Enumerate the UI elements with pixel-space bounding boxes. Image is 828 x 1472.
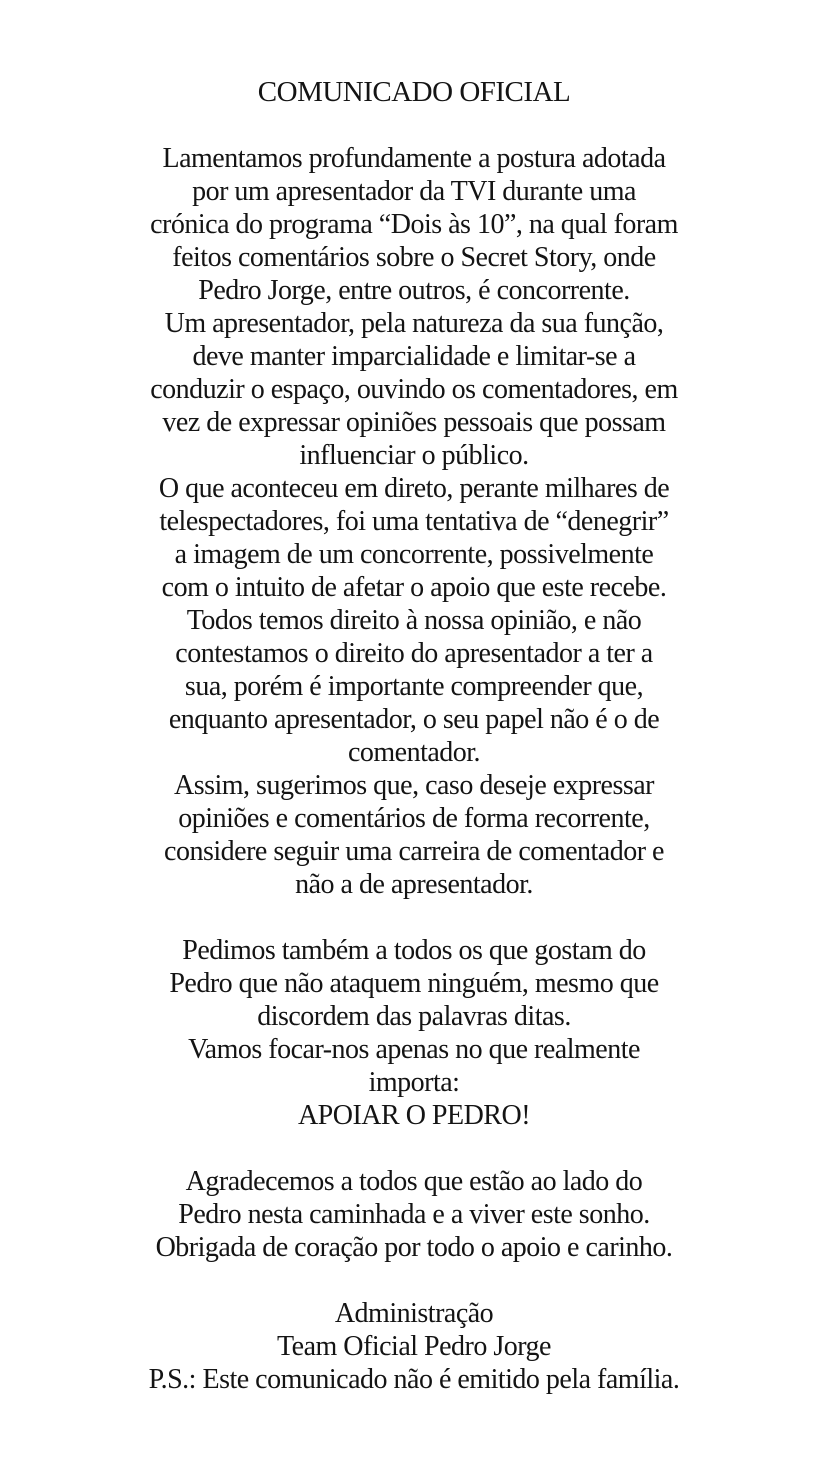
statement-line: crónica do programa “Dois às 10”, na qual foram (150, 209, 678, 240)
statement-line: Todos temos direito à nossa opinião, e não (186, 605, 642, 636)
statement-block-1 (0, 142, 828, 901)
statement-line: conduzir o espaço, ouvindo os comentadores, em (150, 374, 678, 405)
statement-line: Pedro que não ataquem ninguém, mesmo que (169, 968, 659, 999)
statement-block-3 (0, 1165, 828, 1264)
statement-line: Lamentamos profundamente a postura adotada (162, 143, 666, 174)
statement-line: deve manter imparcialidade e limitar-se a (192, 341, 636, 372)
statement-line: P.S.: Este comunicado não é emitido pela família. (148, 1364, 680, 1395)
statement-block-4 (0, 1297, 828, 1396)
statement-line: Team Oficial Pedro Jorge (277, 1331, 551, 1362)
page-title: COMUNICADO OFICIAL (257, 76, 571, 108)
statement-line: telespectadores, foi uma tentativa de “denegrir” (159, 506, 669, 537)
statement-line: discordem das palavras ditas. (257, 1001, 571, 1032)
statement-line: Administração (334, 1298, 494, 1329)
statement-line: por um apresentador da TVI durante uma (192, 176, 636, 207)
statement-line: Um apresentador, pela natureza da sua função, (164, 308, 664, 339)
statement-line: sua, porém é importante compreender que, (184, 671, 644, 702)
statement-line: APOIAR O PEDRO! (297, 1100, 531, 1131)
statement-line: Assim, sugerimos que, caso deseje expressar (173, 770, 655, 801)
statement-line: Pedro Jorge, entre outros, é concorrente. (198, 275, 630, 306)
statement-line: influenciar o público. (299, 440, 529, 471)
statement-line: Agradecemos a todos que estão ao lado do (185, 1166, 643, 1197)
statement-line: O que aconteceu em direto, perante milhares de (158, 473, 670, 504)
statement-line: enquanto apresentador, o seu papel não é o de (168, 704, 660, 735)
statement-line: com o intuito de afetar o apoio que este recebe. (161, 572, 667, 603)
statement-body (0, 142, 828, 1396)
statement-line: importa: (368, 1067, 460, 1098)
statement-line: Pedimos também a todos os que gostam do (182, 935, 646, 966)
statement-line: considere seguir uma carreira de comentador e (164, 836, 664, 867)
statement-line: Obrigada de coração por todo o apoio e carinho. (155, 1232, 673, 1263)
statement-line: comentador. (347, 737, 481, 768)
statement-line: não a de apresentador. (295, 869, 533, 900)
statement-line: contestamos o direito do apresentador a ter a (175, 638, 653, 669)
statement-line: a imagem de um concorrente, possivelmente (174, 539, 654, 570)
statement-line: Pedro nesta caminhada e a viver este sonho. (178, 1199, 650, 1230)
statement-line: vez de expressar opiniões pessoais que possam (162, 407, 666, 438)
statement-line: Vamos focar-nos apenas no que realmente (188, 1034, 640, 1065)
statement-block-2 (0, 934, 828, 1132)
statement-line: feitos comentários sobre o Secret Story, onde (172, 242, 656, 273)
statement-line: opiniões e comentários de forma recorrente, (178, 803, 650, 834)
